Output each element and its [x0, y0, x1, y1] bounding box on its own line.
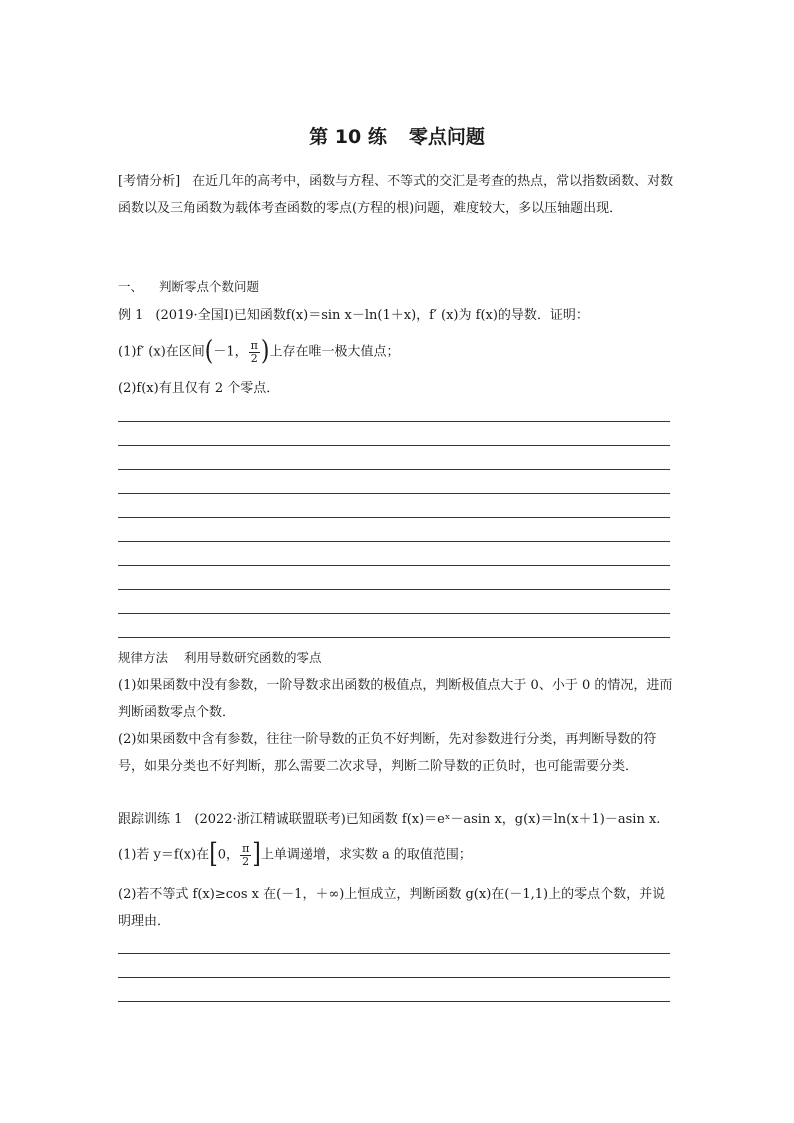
question-text-end: 上单调递增，求实数 a 的取值范围； — [260, 847, 472, 863]
method-heading — [118, 648, 322, 668]
analysis-paragraph — [118, 168, 678, 222]
page-title — [0, 122, 794, 149]
answer-line — [118, 469, 670, 470]
fraction-denominator: 2 — [250, 351, 258, 365]
question-text: (1)f′ (x)在区间 — [118, 344, 205, 360]
method-point-1: (1)如果函数中没有参数，一阶导数求出函数的极值点，判断极值点大于 0、小于 0 的情况，进而判断函数零点个数． — [118, 678, 673, 720]
open-bracket: [ — [209, 838, 218, 870]
example-label: 例 1 — [118, 308, 144, 323]
example-question-1 — [118, 335, 400, 367]
answer-line — [118, 589, 670, 590]
answer-line — [118, 565, 670, 566]
fraction-numerator: π — [250, 338, 258, 352]
question-text-end: 上存在唯一极大值点； — [269, 344, 400, 360]
answer-line — [118, 637, 670, 638]
answer-line — [118, 1001, 670, 1002]
example-question-2: (2)f(x)有且仅有 2 个零点． — [118, 381, 280, 396]
title-topic: 零点问题 — [408, 126, 485, 148]
answer-line — [118, 493, 670, 494]
fraction — [249, 340, 260, 365]
answer-line — [118, 613, 670, 614]
open-paren: ( — [204, 335, 214, 367]
answer-line — [118, 517, 670, 518]
example-statement — [118, 306, 589, 326]
title-number: 第 10 练 — [309, 126, 387, 148]
close-paren: ) — [260, 335, 270, 367]
method-title: 利用导数研究函数的零点 — [184, 650, 322, 665]
fraction-numerator: π — [242, 841, 250, 855]
practice-text: (2022·浙江精诚联盟联考)已知函数 f(x)＝eˣ－asin x，g(x)＝ln(x＋1)－asin x. — [194, 812, 661, 827]
answer-line — [118, 977, 670, 978]
close-bracket: ] — [252, 838, 261, 870]
method-label: 规律方法 — [118, 650, 169, 665]
question-text: (1)若 y＝f(x)在 — [118, 847, 210, 863]
section-title: 判断零点个数问题 — [159, 279, 260, 294]
answer-line — [118, 541, 670, 542]
practice-statement — [118, 810, 660, 830]
example-function: f(x)＝sin x－ln(1＋x)，f′ (x)为 f(x)的导数．证明： — [285, 308, 589, 323]
practice-question-2: (2)若不等式 f(x)≥cos x 在(－1，＋∞)上恒成立，判断函数 g(x)在(－1,1)上的零点个数，并说明理由． — [118, 887, 666, 929]
fraction-denominator: 2 — [242, 854, 250, 868]
analysis-label: [考情分析] — [118, 174, 181, 189]
answer-line — [118, 421, 670, 422]
practice-label: 跟踪训练 1 — [118, 812, 183, 827]
example-source: (2019·全国Ⅰ)已知函数 — [155, 308, 286, 323]
analysis-text: 在近几年的高考中，函数与方程、不等式的交汇是考查的热点，常以指数函数、对数函数以及三角函数为载体考查函数的零点(方程的根)问题，难度较大，多以压轴题出现． — [118, 174, 674, 216]
answer-line — [118, 953, 670, 954]
section-number: 一、 — [118, 279, 144, 294]
practice-question-1 — [118, 838, 472, 870]
fraction — [240, 843, 251, 868]
answer-line — [118, 445, 670, 446]
interval-left: 0， — [217, 847, 240, 863]
method-point-2: (2)如果函数中含有参数，往往一阶导数的正负不好判断，先对参数进行分类，再判断导数的符号，如果分类也不好判断，那么需要二次求导，判断二阶导数的正负时，也可能需要分类． — [118, 732, 657, 774]
section-heading — [118, 277, 259, 297]
interval-left: －1， — [213, 344, 248, 360]
